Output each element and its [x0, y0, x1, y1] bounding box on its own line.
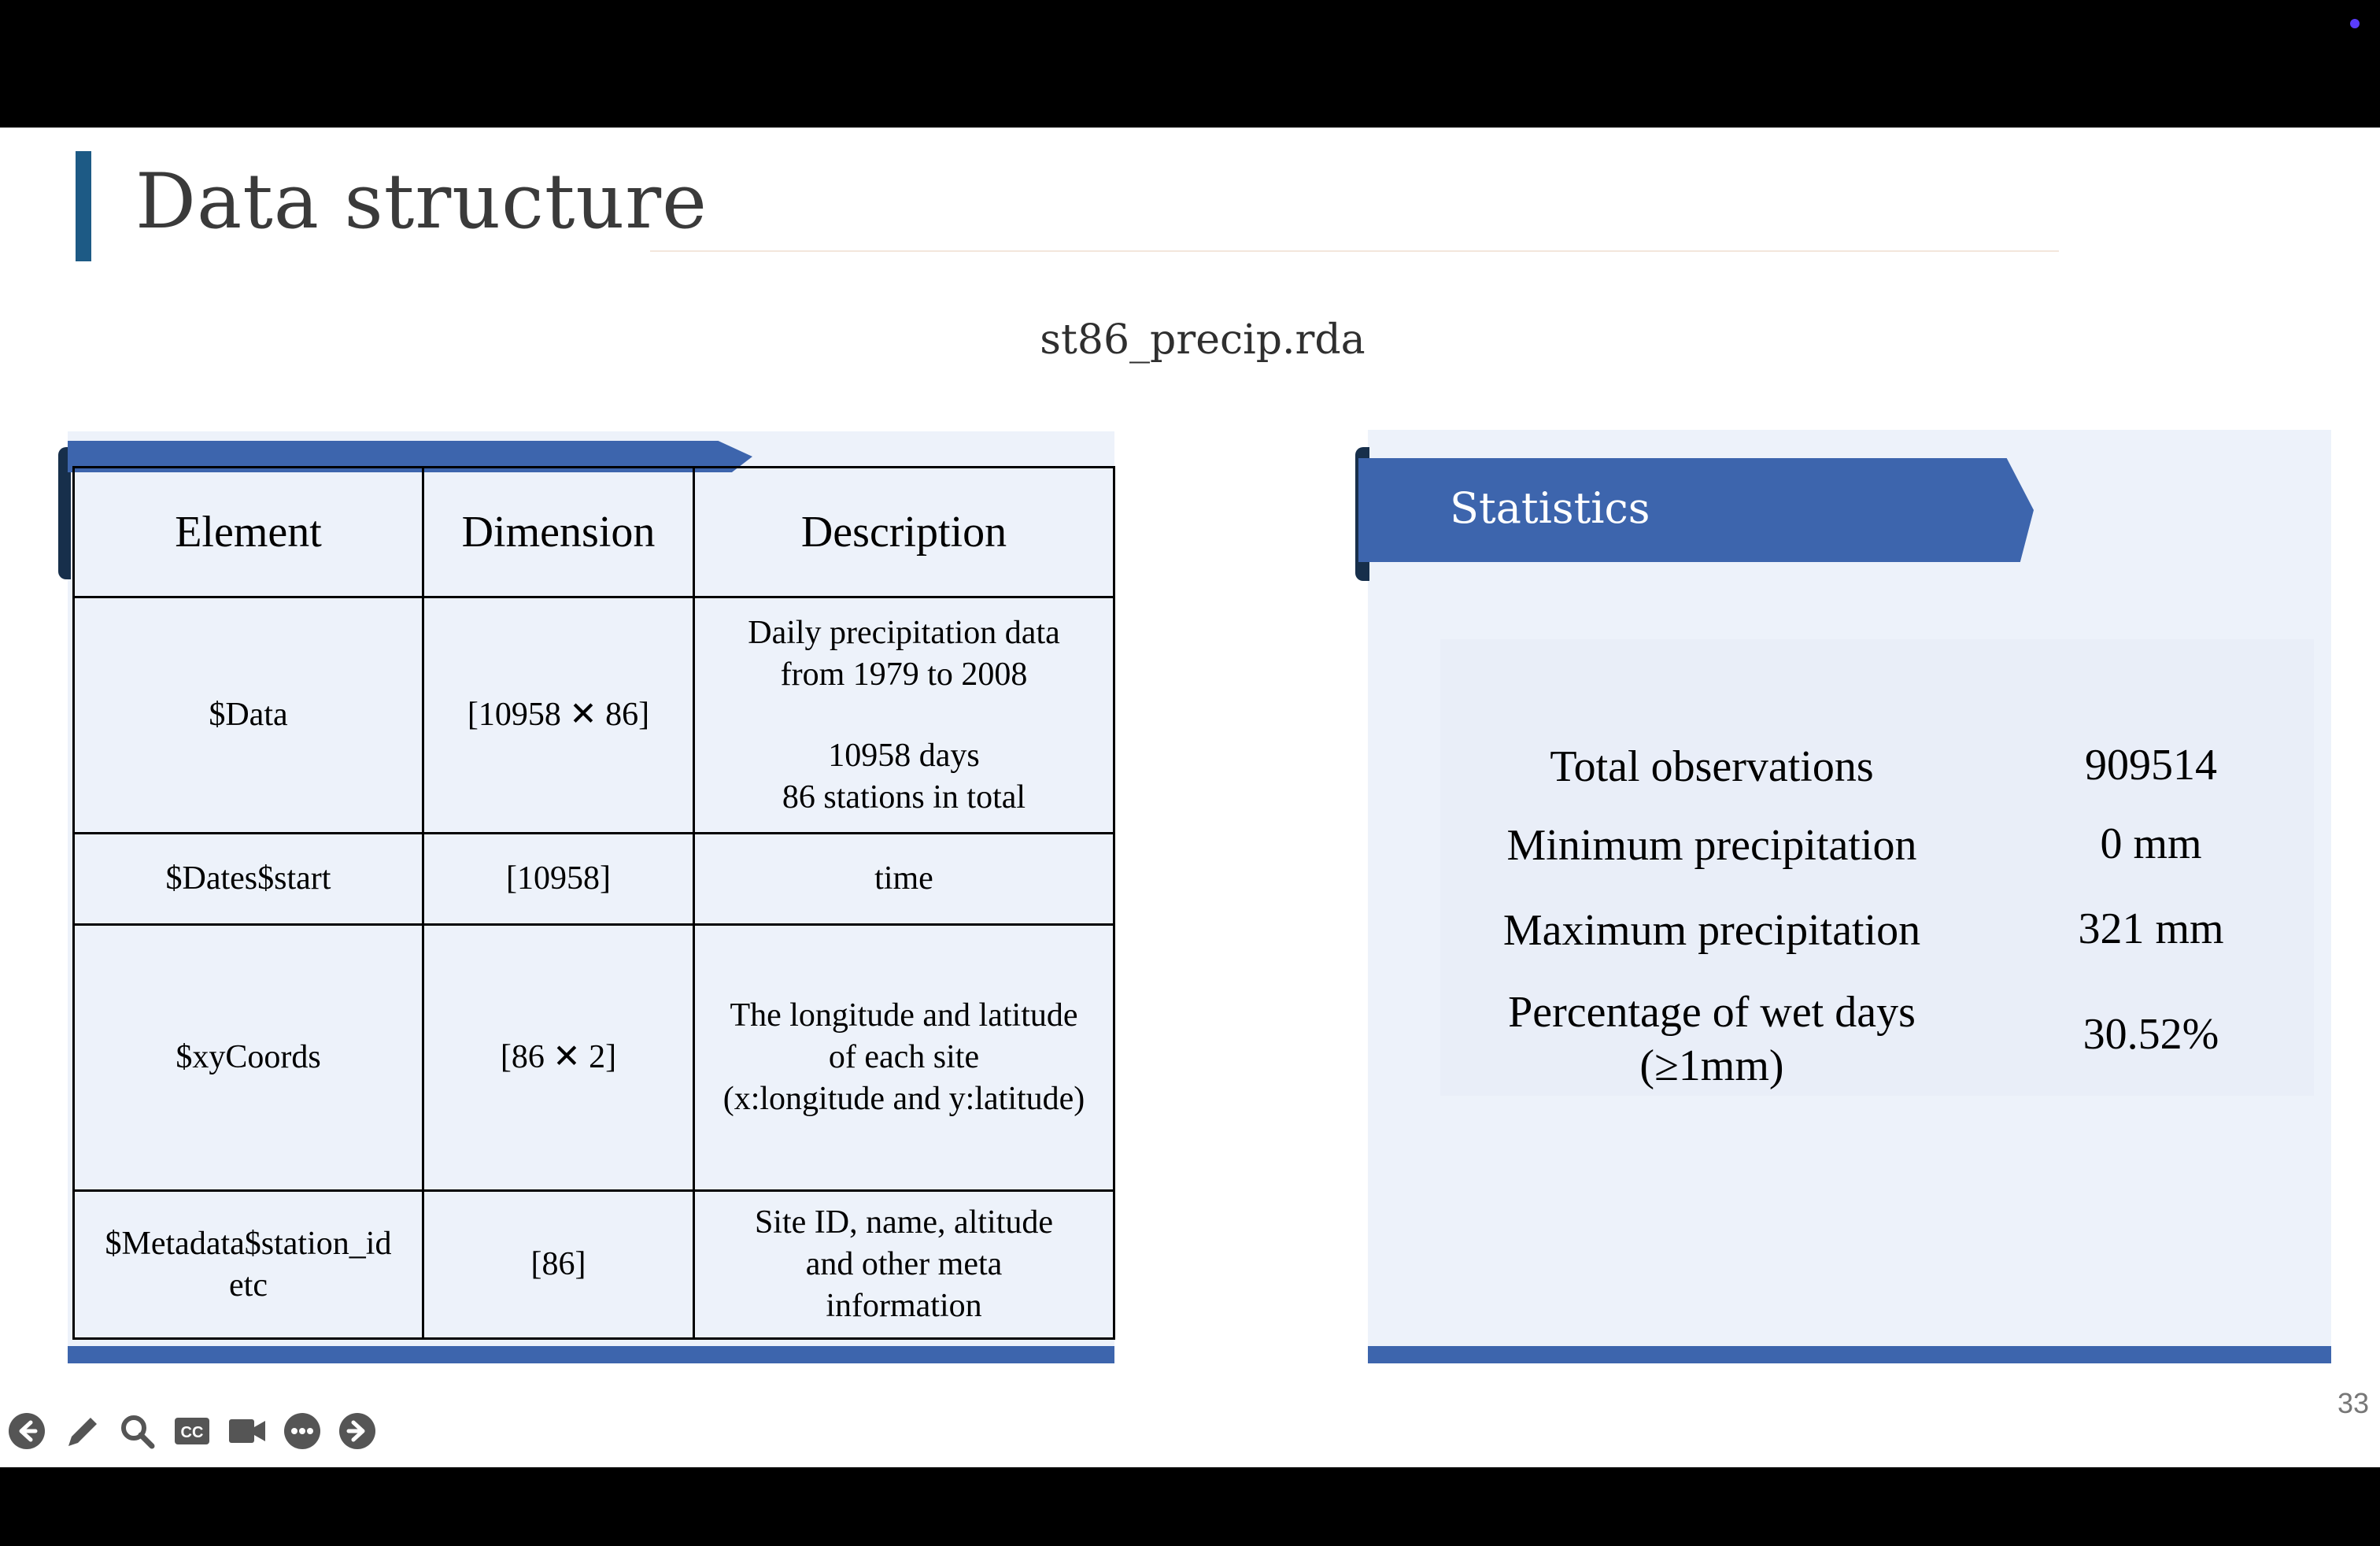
magnifier-icon[interactable] — [116, 1411, 157, 1452]
stat-value-wet-days: 30.52% — [2082, 1010, 2219, 1059]
table-row — [74, 597, 1114, 834]
stat-label-line: (≥1mm) — [1639, 1041, 1784, 1090]
stat-label-line: Percentage of wet days — [1508, 988, 1916, 1037]
description-line: and other meta — [805, 1246, 1003, 1282]
dimension-cell: [86 ✕ 2] — [423, 925, 694, 1191]
description-line: time — [874, 860, 933, 897]
element-cell — [74, 597, 423, 834]
stat-label-wet-days — [1426, 986, 1998, 1093]
element-text: etc — [229, 1267, 268, 1304]
element-cell — [74, 1191, 423, 1339]
title-underline — [650, 250, 2059, 252]
description-line: information — [826, 1288, 982, 1324]
top-black-bar — [0, 0, 2380, 128]
column-header-dimension: Dimension — [423, 468, 694, 597]
captions-icon[interactable] — [172, 1411, 213, 1452]
description-cell — [694, 1191, 1114, 1339]
dimension-cell: [10958 ✕ 86] — [423, 597, 694, 834]
description-line: from 1979 to 2008 — [780, 656, 1028, 693]
pen-icon[interactable] — [61, 1411, 102, 1452]
column-header-description: Description — [694, 468, 1114, 597]
description-line: of each site — [828, 1039, 980, 1075]
description-line: 10958 days — [828, 737, 980, 774]
page-number: 33 — [2337, 1387, 2369, 1419]
arrow-left-icon[interactable] — [6, 1411, 47, 1452]
description-spacer — [704, 696, 1103, 735]
table-row — [74, 925, 1114, 1191]
arrow-right-icon[interactable] — [337, 1411, 378, 1452]
table-header-row — [74, 468, 1114, 597]
description-line: (x:longitude and y:latitude) — [722, 1081, 1085, 1117]
column-header-element: Element — [74, 468, 423, 597]
dimension-cell: [86] — [423, 1191, 694, 1339]
stat-label-maximum-precipitation: Maximum precipitation — [1502, 906, 1921, 955]
table-row — [74, 1191, 1114, 1339]
statistics-panel-bottom-bar — [1368, 1346, 2331, 1363]
table-panel-bottom-bar — [68, 1346, 1114, 1363]
statistics-heading: Statistics — [1450, 483, 1650, 533]
description-cell — [694, 834, 1114, 925]
element-text: $Metadata$station_id — [105, 1225, 392, 1262]
stat-label-total-observations: Total observations — [1550, 742, 1874, 791]
title-accent-bar — [76, 151, 91, 261]
slide-subtitle — [0, 316, 2380, 364]
description-cell — [694, 925, 1114, 1191]
element-text: $Dates$start — [165, 860, 331, 897]
more-icon[interactable] — [282, 1411, 323, 1452]
stat-value-maximum-precipitation: 321 mm — [2078, 904, 2224, 953]
subtitle-text: st86_precip.rda — [1040, 316, 1366, 364]
element-cell — [74, 925, 423, 1191]
video-camera-icon[interactable] — [227, 1411, 268, 1452]
slide-title: Data structure — [135, 157, 708, 246]
description-line: Daily precipitation data — [748, 614, 1060, 651]
description-cell — [694, 597, 1114, 834]
stat-value-minimum-precipitation: 0 mm — [2100, 819, 2202, 868]
dimension-cell: [10958] — [423, 834, 694, 925]
element-text: $xyCoords — [176, 1039, 321, 1075]
element-cell — [74, 834, 423, 925]
svg-text:CC: CC — [180, 1424, 204, 1441]
table-row — [74, 834, 1114, 925]
stat-label-minimum-precipitation: Minimum precipitation — [1506, 821, 1917, 870]
description-line: The longitude and latitude — [730, 997, 1078, 1034]
stat-value-total-observations: 909514 — [2085, 741, 2217, 790]
bottom-black-bar — [0, 1467, 2380, 1546]
element-text: $Data — [209, 697, 288, 733]
recording-indicator-dot — [2350, 19, 2360, 28]
description-line: Site ID, name, altitude — [754, 1204, 1054, 1241]
slide — [0, 128, 2380, 1467]
data-structure-table — [72, 466, 1115, 1340]
description-line: 86 stations in total — [782, 779, 1026, 816]
presenter-toolbar — [6, 1409, 378, 1453]
